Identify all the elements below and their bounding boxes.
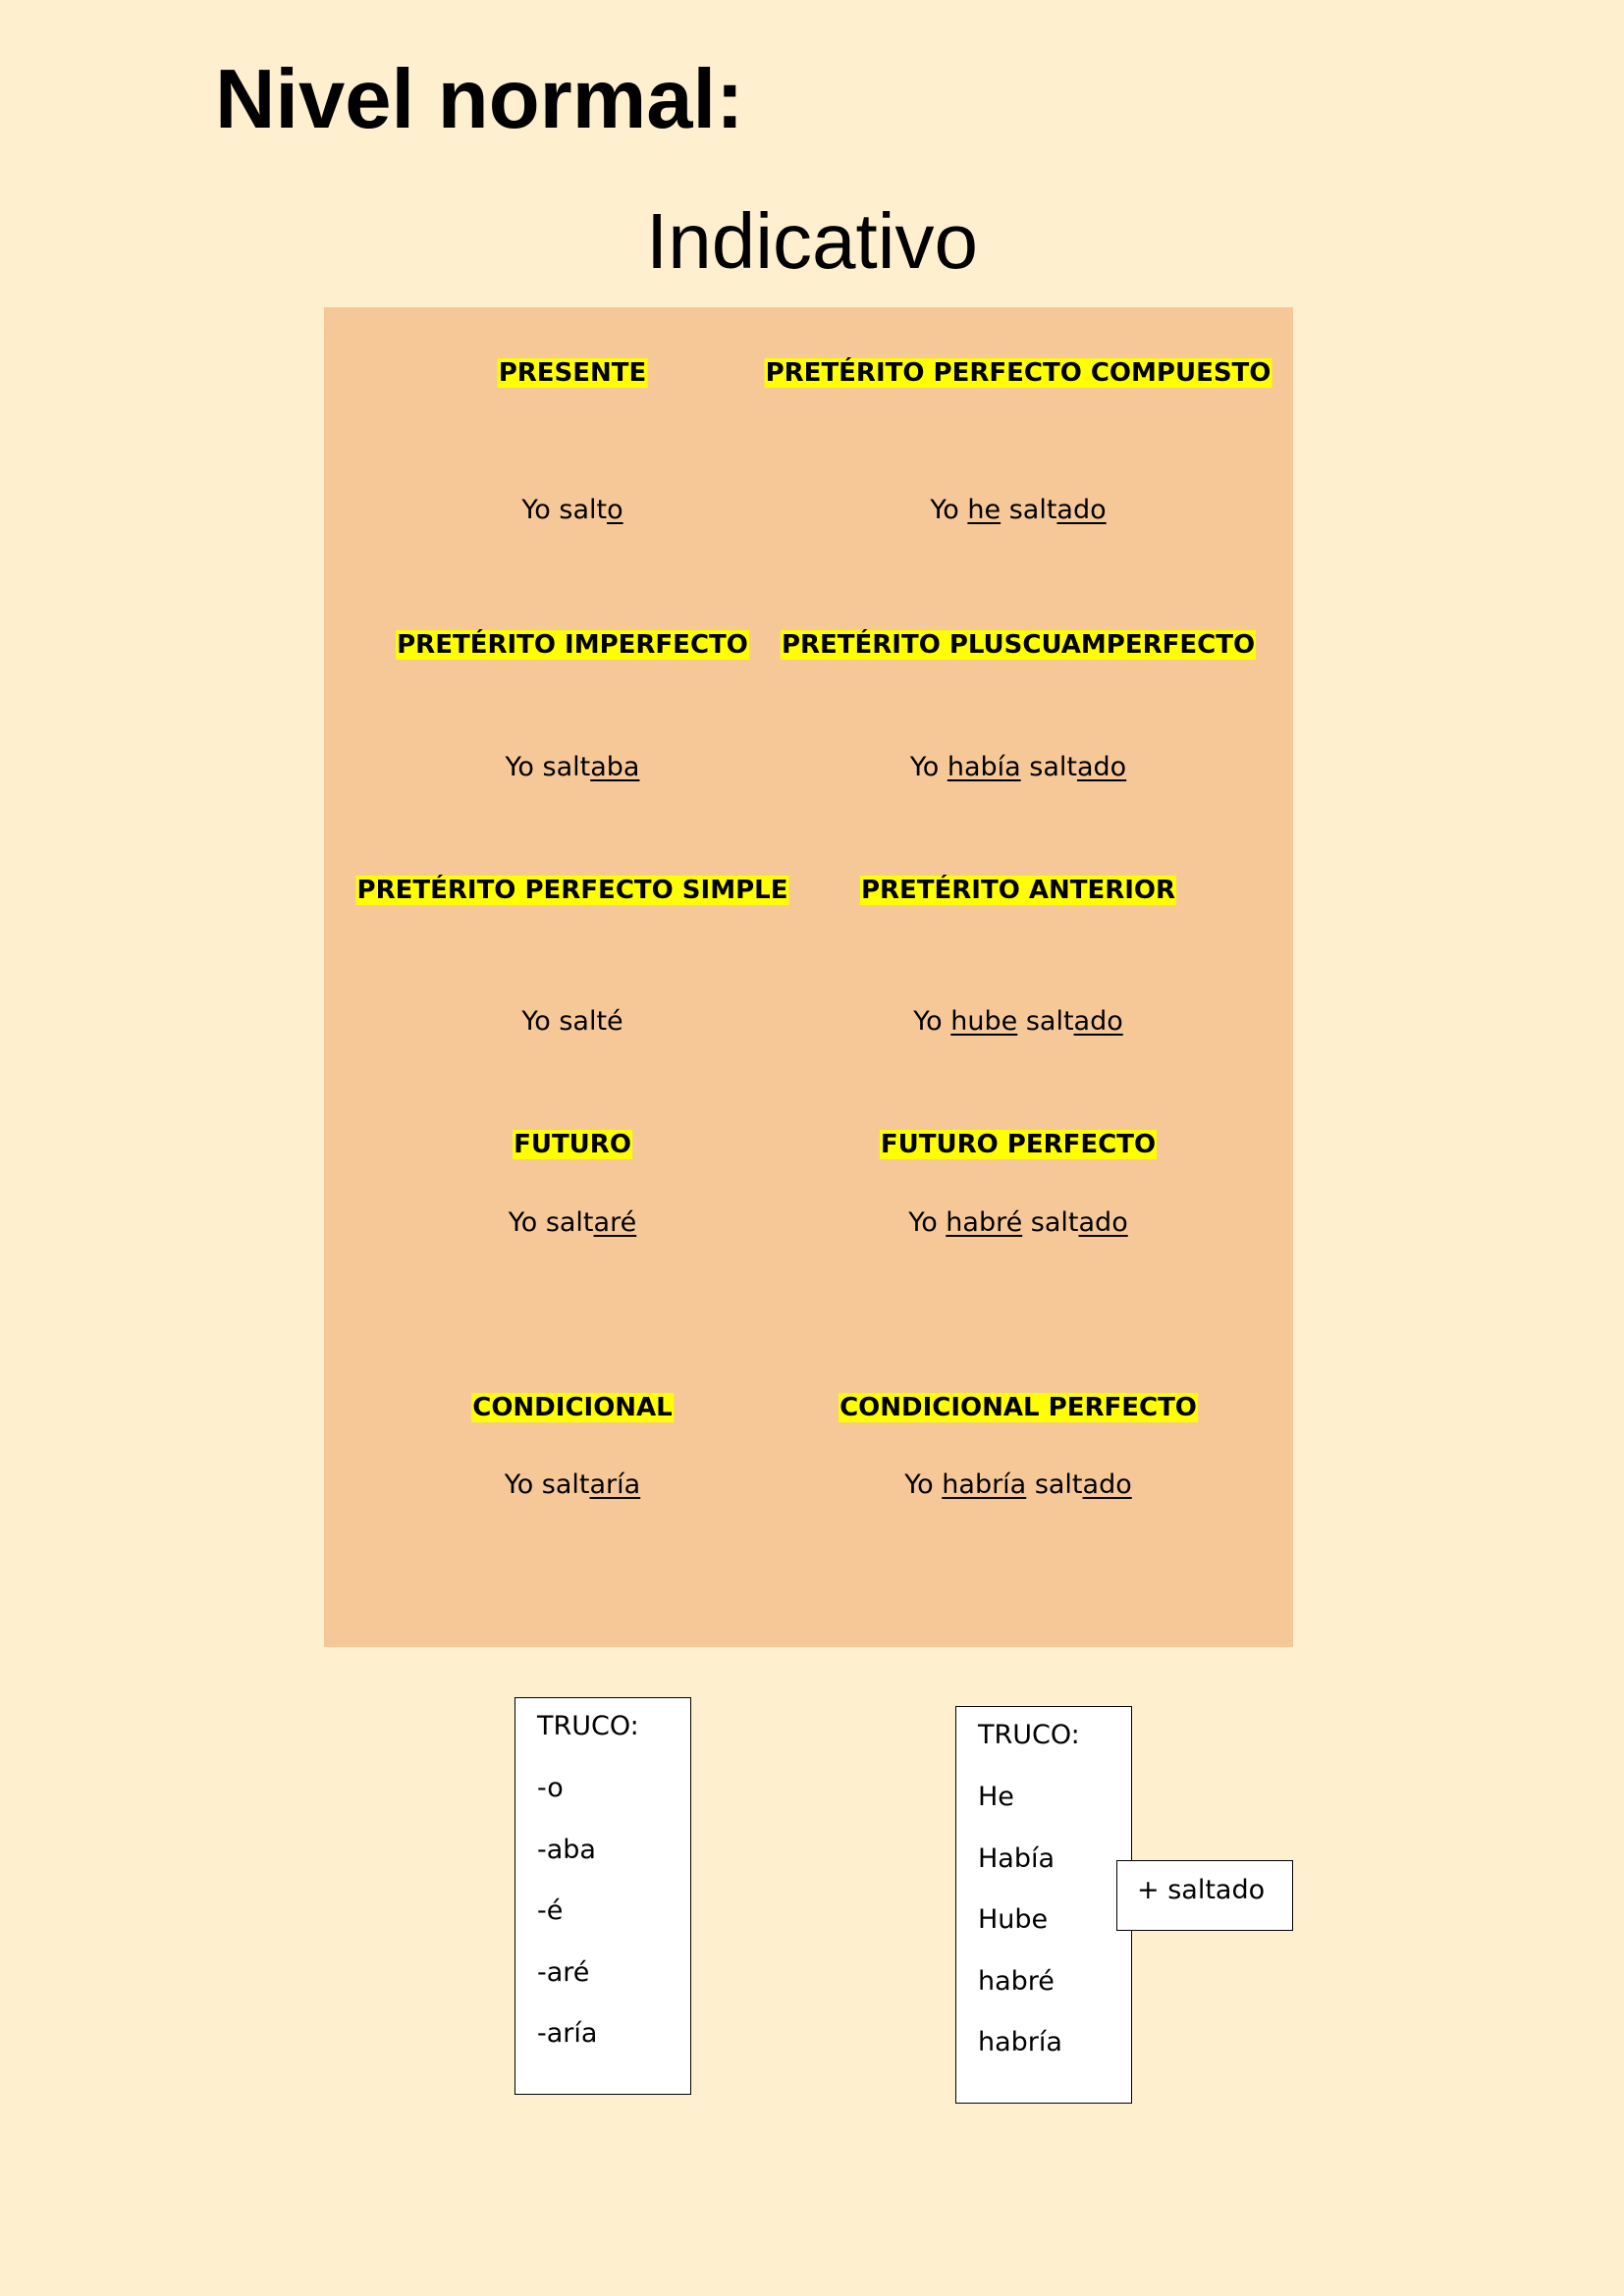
example-imperfecto: Yo saltaba <box>505 752 640 782</box>
truco-endings-item: -é <box>537 1896 564 1926</box>
example-condicional-perfecto: Yo habría saltado <box>904 1469 1132 1500</box>
truco-endings-box <box>514 1697 691 2095</box>
truco-auxiliaries-item: Había <box>978 1843 1056 1874</box>
truco-endings-item: -aré <box>537 1957 590 1988</box>
truco-endings-heading: TRUCO: <box>537 1711 639 1741</box>
conjugation-panel <box>324 307 1293 1647</box>
example-condicional: Yo saltaría <box>504 1469 641 1500</box>
tense-label-futuro: FUTURO <box>514 1130 631 1159</box>
truco-auxiliaries-heading: TRUCO: <box>978 1720 1080 1750</box>
truco-endings-item: -aba <box>537 1835 596 1865</box>
page-subtitle: Indicativo <box>646 197 978 285</box>
truco-auxiliaries-item: habría <box>978 2027 1062 2057</box>
truco-auxiliaries-box <box>955 1706 1132 2104</box>
example-presente: Yo salto <box>521 495 623 525</box>
tense-label-condicional-perfecto: CONDICIONAL PERFECTO <box>839 1393 1197 1422</box>
example-futuro-perfecto: Yo habré saltado <box>908 1207 1128 1238</box>
saltado-note-box <box>1116 1860 1293 1931</box>
example-pluscuamperfecto: Yo había saltado <box>909 752 1127 782</box>
truco-auxiliaries-item: He <box>978 1782 1014 1812</box>
truco-endings-item: -o <box>537 1773 564 1803</box>
tense-label-imperfecto: PRETÉRITO IMPERFECTO <box>397 630 748 660</box>
example-perfecto-compuesto: Yo he saltado <box>930 495 1107 525</box>
page-title: Nivel normal: <box>215 53 744 146</box>
truco-auxiliaries-item: Hube <box>978 1904 1049 1935</box>
tense-label-futuro-perfecto: FUTURO PERFECTO <box>880 1130 1157 1159</box>
tense-label-perfecto-compuesto: PRETÉRITO PERFECTO COMPUESTO <box>765 358 1272 388</box>
tense-label-perfecto-simple: PRETÉRITO PERFECTO SIMPLE <box>356 876 788 905</box>
truco-auxiliaries-item: habré <box>978 1966 1055 1997</box>
truco-endings-item: -aría <box>537 2018 598 2049</box>
tense-label-anterior: PRETÉRITO ANTERIOR <box>860 876 1176 905</box>
example-futuro: Yo saltaré <box>508 1207 637 1238</box>
tense-label-pluscuamperfecto: PRETÉRITO PLUSCUAMPERFECTO <box>781 630 1256 660</box>
saltado-note: + saltado <box>1137 1875 1266 1905</box>
example-anterior: Yo hube saltado <box>913 1006 1123 1037</box>
example-perfecto-simple: Yo salté <box>521 1006 623 1037</box>
tense-label-presente: PRESENTE <box>498 358 647 388</box>
tense-label-condicional: CONDICIONAL <box>472 1393 673 1422</box>
